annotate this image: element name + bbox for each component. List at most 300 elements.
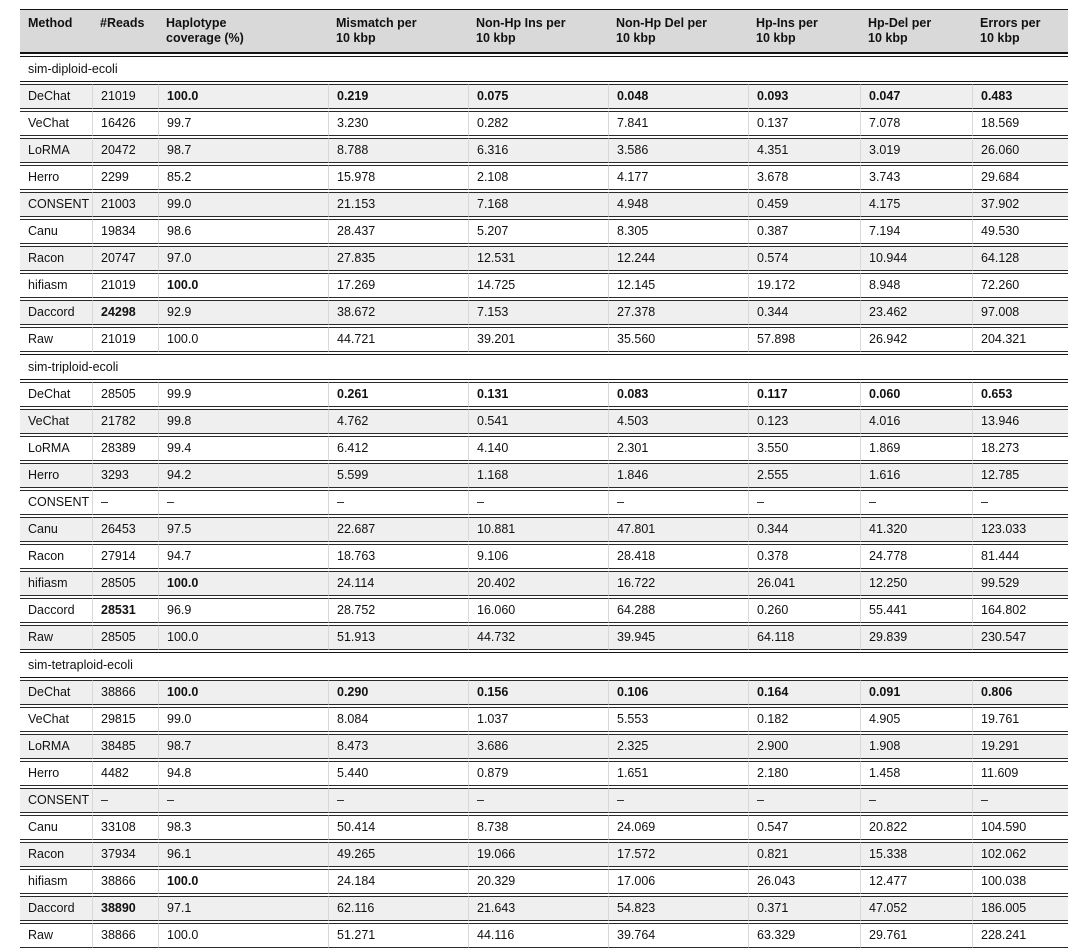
column-header-line1: Errors per <box>980 16 1041 30</box>
cell-value: 0.483 <box>972 84 1068 109</box>
column-header-line1: Hp-Ins per <box>756 16 818 30</box>
cell-value: 29.684 <box>972 165 1068 190</box>
cell-method: LoRMA <box>20 734 92 759</box>
cell-value: 17.269 <box>328 273 468 298</box>
cell-value: 28.418 <box>608 544 748 569</box>
cell-value: 20472 <box>92 138 158 163</box>
cell-value: 20.822 <box>860 815 972 840</box>
cell-value: 100.0 <box>158 327 328 352</box>
section-header-row <box>20 354 1068 380</box>
cell-value: 15.978 <box>328 165 468 190</box>
cell-value: 0.047 <box>860 84 972 109</box>
cell-value: 16426 <box>92 111 158 136</box>
cell-value: 21.153 <box>328 192 468 217</box>
cell-method: LoRMA <box>20 436 92 461</box>
table-header <box>20 9 1068 54</box>
cell-value: 186.005 <box>972 896 1068 921</box>
table-row <box>20 815 1068 840</box>
cell-method: LoRMA <box>20 138 92 163</box>
cell-value: 21019 <box>92 327 158 352</box>
cell-value: 44.732 <box>468 625 608 650</box>
cell-value: 0.182 <box>748 707 860 732</box>
cell-value: 38.672 <box>328 300 468 325</box>
cell-value: 7.078 <box>860 111 972 136</box>
cell-value: 4.016 <box>860 409 972 434</box>
table-row <box>20 734 1068 759</box>
column-header-line2: coverage (%) <box>166 31 244 45</box>
cell-value: – <box>748 788 860 813</box>
cell-value: 0.106 <box>608 680 748 705</box>
cell-value: 5.553 <box>608 707 748 732</box>
cell-method: CONSENT <box>20 788 92 813</box>
section-label: sim-diploid-ecoli <box>20 56 1068 82</box>
cell-method: hifiasm <box>20 869 92 894</box>
column-header <box>860 9 972 54</box>
cell-value: 81.444 <box>972 544 1068 569</box>
cell-value: 97.008 <box>972 300 1068 325</box>
cell-value: 62.116 <box>328 896 468 921</box>
cell-value: 3.678 <box>748 165 860 190</box>
cell-value: 26.942 <box>860 327 972 352</box>
cell-value: 28505 <box>92 382 158 407</box>
cell-value: 4.351 <box>748 138 860 163</box>
table-row <box>20 463 1068 488</box>
cell-value: 8.473 <box>328 734 468 759</box>
cell-value: 3.586 <box>608 138 748 163</box>
cell-value: 3.743 <box>860 165 972 190</box>
cell-value: 0.048 <box>608 84 748 109</box>
cell-value: 98.6 <box>158 219 328 244</box>
column-header <box>158 9 328 54</box>
cell-value: – <box>328 788 468 813</box>
column-header <box>972 9 1068 54</box>
cell-value: 1.037 <box>468 707 608 732</box>
column-header <box>608 9 748 54</box>
cell-value: – <box>468 788 608 813</box>
cell-value: 99.8 <box>158 409 328 434</box>
cell-value: 0.653 <box>972 382 1068 407</box>
table-row <box>20 680 1068 705</box>
cell-value: 99.9 <box>158 382 328 407</box>
cell-value: 4.762 <box>328 409 468 434</box>
cell-value: 0.806 <box>972 680 1068 705</box>
cell-value: 0.821 <box>748 842 860 867</box>
cell-value: 5.440 <box>328 761 468 786</box>
table-row <box>20 246 1068 271</box>
cell-value: 64.288 <box>608 598 748 623</box>
cell-value: 28.437 <box>328 219 468 244</box>
cell-value: – <box>972 788 1068 813</box>
cell-value: 17.006 <box>608 869 748 894</box>
cell-value: 7.841 <box>608 111 748 136</box>
cell-value: 12.785 <box>972 463 1068 488</box>
cell-method: Herro <box>20 463 92 488</box>
cell-value: 0.117 <box>748 382 860 407</box>
cell-value: 47.801 <box>608 517 748 542</box>
table-row <box>20 436 1068 461</box>
table-row <box>20 300 1068 325</box>
cell-value: 5.599 <box>328 463 468 488</box>
cell-value: 41.320 <box>860 517 972 542</box>
cell-value: 0.371 <box>748 896 860 921</box>
cell-value: 18.763 <box>328 544 468 569</box>
cell-value: 26.060 <box>972 138 1068 163</box>
cell-method: DeChat <box>20 84 92 109</box>
column-header <box>748 9 860 54</box>
cell-value: 20.402 <box>468 571 608 596</box>
cell-value: 49.530 <box>972 219 1068 244</box>
cell-value: 28389 <box>92 436 158 461</box>
cell-value: 21782 <box>92 409 158 434</box>
cell-value: 0.879 <box>468 761 608 786</box>
cell-value: 27.835 <box>328 246 468 271</box>
cell-value: 100.0 <box>158 84 328 109</box>
table-row <box>20 138 1068 163</box>
cell-value: 21.643 <box>468 896 608 921</box>
cell-value: 6.412 <box>328 436 468 461</box>
column-header <box>20 9 92 54</box>
cell-value: 27.378 <box>608 300 748 325</box>
cell-value: 97.0 <box>158 246 328 271</box>
cell-value: 20747 <box>92 246 158 271</box>
cell-value: 3.019 <box>860 138 972 163</box>
cell-value: 100.038 <box>972 869 1068 894</box>
cell-value: 3.230 <box>328 111 468 136</box>
cell-value: 10.881 <box>468 517 608 542</box>
cell-value: 2.301 <box>608 436 748 461</box>
cell-value: 8.084 <box>328 707 468 732</box>
cell-value: 72.260 <box>972 273 1068 298</box>
cell-value: 37.902 <box>972 192 1068 217</box>
cell-method: DeChat <box>20 680 92 705</box>
cell-value: 24298 <box>92 300 158 325</box>
cell-value: 123.033 <box>972 517 1068 542</box>
cell-value: 39.945 <box>608 625 748 650</box>
cell-value: 29815 <box>92 707 158 732</box>
cell-value: 94.7 <box>158 544 328 569</box>
table-row <box>20 327 1068 352</box>
cell-value: 6.316 <box>468 138 608 163</box>
cell-value: – <box>92 490 158 515</box>
cell-value: 29.839 <box>860 625 972 650</box>
cell-method: CONSENT <box>20 490 92 515</box>
cell-value: – <box>608 490 748 515</box>
cell-value: 0.137 <box>748 111 860 136</box>
cell-value: 26453 <box>92 517 158 542</box>
cell-value: 1.458 <box>860 761 972 786</box>
cell-value: 22.687 <box>328 517 468 542</box>
cell-value: 2.900 <box>748 734 860 759</box>
cell-value: 16.060 <box>468 598 608 623</box>
cell-method: CONSENT <box>20 192 92 217</box>
cell-value: – <box>748 490 860 515</box>
cell-value: 92.9 <box>158 300 328 325</box>
cell-value: 0.378 <box>748 544 860 569</box>
cell-value: – <box>158 490 328 515</box>
cell-method: Racon <box>20 842 92 867</box>
cell-value: 18.273 <box>972 436 1068 461</box>
cell-value: 0.091 <box>860 680 972 705</box>
cell-value: 38866 <box>92 869 158 894</box>
cell-value: 0.131 <box>468 382 608 407</box>
cell-value: 47.052 <box>860 896 972 921</box>
cell-method: Raw <box>20 327 92 352</box>
cell-value: 0.261 <box>328 382 468 407</box>
cell-value: 29.761 <box>860 923 972 948</box>
cell-value: 44.721 <box>328 327 468 352</box>
cell-value: 4.948 <box>608 192 748 217</box>
cell-value: 24.778 <box>860 544 972 569</box>
cell-value: 19.291 <box>972 734 1068 759</box>
cell-value: 51.271 <box>328 923 468 948</box>
cell-method: Daccord <box>20 300 92 325</box>
cell-value: 0.260 <box>748 598 860 623</box>
section-header-row <box>20 652 1068 678</box>
cell-value: 12.145 <box>608 273 748 298</box>
cell-value: – <box>328 490 468 515</box>
cell-value: 230.547 <box>972 625 1068 650</box>
cell-value: 2.108 <box>468 165 608 190</box>
cell-value: 4482 <box>92 761 158 786</box>
cell-value: 12.477 <box>860 869 972 894</box>
cell-value: 1.616 <box>860 463 972 488</box>
cell-value: 7.153 <box>468 300 608 325</box>
cell-value: 5.207 <box>468 219 608 244</box>
cell-value: 0.282 <box>468 111 608 136</box>
column-header-line1: Non-Hp Ins per <box>476 16 566 30</box>
section-label: sim-triploid-ecoli <box>20 354 1068 380</box>
cell-value: 2.180 <box>748 761 860 786</box>
cell-method: Herro <box>20 761 92 786</box>
cell-value: 0.459 <box>748 192 860 217</box>
cell-value: 37934 <box>92 842 158 867</box>
cell-value: 39.764 <box>608 923 748 948</box>
cell-method: DeChat <box>20 382 92 407</box>
cell-value: 0.075 <box>468 84 608 109</box>
cell-method: Racon <box>20 246 92 271</box>
column-header-line1: #Reads <box>100 16 145 30</box>
cell-value: 21019 <box>92 273 158 298</box>
section-header-row <box>20 56 1068 82</box>
cell-value: 1.168 <box>468 463 608 488</box>
cell-value: 16.722 <box>608 571 748 596</box>
cell-value: 21019 <box>92 84 158 109</box>
table-row <box>20 382 1068 407</box>
column-header-line2: 10 kbp <box>616 31 656 45</box>
table-row <box>20 111 1068 136</box>
cell-value: 19.172 <box>748 273 860 298</box>
cell-value: 17.572 <box>608 842 748 867</box>
cell-value: 4.905 <box>860 707 972 732</box>
cell-value: 8.788 <box>328 138 468 163</box>
column-header <box>328 9 468 54</box>
cell-value: 18.569 <box>972 111 1068 136</box>
cell-value: 1.908 <box>860 734 972 759</box>
cell-value: 2.555 <box>748 463 860 488</box>
cell-value: 38890 <box>92 896 158 921</box>
cell-value: 204.321 <box>972 327 1068 352</box>
cell-value: 1.651 <box>608 761 748 786</box>
table-row <box>20 273 1068 298</box>
table-row <box>20 896 1068 921</box>
cell-value: 94.2 <box>158 463 328 488</box>
cell-value: 64.118 <box>748 625 860 650</box>
cell-value: 96.1 <box>158 842 328 867</box>
cell-value: – <box>972 490 1068 515</box>
cell-method: Canu <box>20 517 92 542</box>
cell-value: 19834 <box>92 219 158 244</box>
cell-value: 51.913 <box>328 625 468 650</box>
cell-value: 99.0 <box>158 192 328 217</box>
cell-value: 44.116 <box>468 923 608 948</box>
cell-value: 85.2 <box>158 165 328 190</box>
cell-method: Daccord <box>20 598 92 623</box>
cell-value: 228.241 <box>972 923 1068 948</box>
column-header-line1: Hp-Del per <box>868 16 932 30</box>
cell-value: – <box>608 788 748 813</box>
table-row <box>20 219 1068 244</box>
cell-method: Racon <box>20 544 92 569</box>
cell-method: hifiasm <box>20 273 92 298</box>
cell-value: 0.123 <box>748 409 860 434</box>
table-body <box>20 56 1068 948</box>
column-header <box>92 9 158 54</box>
cell-value: – <box>860 788 972 813</box>
table-row <box>20 165 1068 190</box>
cell-value: 98.7 <box>158 734 328 759</box>
cell-value: 7.194 <box>860 219 972 244</box>
cell-value: 100.0 <box>158 680 328 705</box>
cell-value: 100.0 <box>158 923 328 948</box>
cell-value: 0.547 <box>748 815 860 840</box>
cell-value: 27914 <box>92 544 158 569</box>
cell-value: 15.338 <box>860 842 972 867</box>
cell-value: 57.898 <box>748 327 860 352</box>
cell-value: 104.590 <box>972 815 1068 840</box>
cell-value: 23.462 <box>860 300 972 325</box>
cell-method: Herro <box>20 165 92 190</box>
column-header-line2: 10 kbp <box>476 31 516 45</box>
cell-value: – <box>468 490 608 515</box>
cell-value: 63.329 <box>748 923 860 948</box>
cell-method: Daccord <box>20 896 92 921</box>
cell-value: 38866 <box>92 923 158 948</box>
column-header-line2: 10 kbp <box>868 31 908 45</box>
cell-value: 102.062 <box>972 842 1068 867</box>
cell-value: 100.0 <box>158 869 328 894</box>
cell-value: 10.944 <box>860 246 972 271</box>
table-row <box>20 707 1068 732</box>
cell-value: 3293 <box>92 463 158 488</box>
cell-value: 11.609 <box>972 761 1068 786</box>
cell-value: 97.5 <box>158 517 328 542</box>
cell-value: 35.560 <box>608 327 748 352</box>
cell-value: 0.093 <box>748 84 860 109</box>
cell-value: 99.0 <box>158 707 328 732</box>
cell-value: 49.265 <box>328 842 468 867</box>
cell-value: 28505 <box>92 625 158 650</box>
cell-value: 1.869 <box>860 436 972 461</box>
cell-value: 12.244 <box>608 246 748 271</box>
cell-value: 28531 <box>92 598 158 623</box>
cell-value: 26.041 <box>748 571 860 596</box>
cell-value: 24.069 <box>608 815 748 840</box>
cell-value: 21003 <box>92 192 158 217</box>
column-header-line2: 10 kbp <box>336 31 376 45</box>
cell-value: – <box>860 490 972 515</box>
table-row <box>20 923 1068 948</box>
cell-value: 100.0 <box>158 625 328 650</box>
cell-value: 19.761 <box>972 707 1068 732</box>
table-row <box>20 788 1068 813</box>
cell-value: 4.175 <box>860 192 972 217</box>
cell-value: 4.140 <box>468 436 608 461</box>
column-header-line1: Non-Hp Del per <box>616 16 707 30</box>
cell-value: 39.201 <box>468 327 608 352</box>
cell-value: 98.7 <box>158 138 328 163</box>
cell-method: VeChat <box>20 707 92 732</box>
cell-value: 99.7 <box>158 111 328 136</box>
header-row <box>20 9 1068 54</box>
cell-value: 8.948 <box>860 273 972 298</box>
cell-value: 3.550 <box>748 436 860 461</box>
cell-value: 164.802 <box>972 598 1068 623</box>
cell-value: 0.219 <box>328 84 468 109</box>
column-header-line2: 10 kbp <box>980 31 1020 45</box>
table-row <box>20 490 1068 515</box>
cell-value: 54.823 <box>608 896 748 921</box>
cell-method: VeChat <box>20 409 92 434</box>
cell-value: 12.250 <box>860 571 972 596</box>
table-row <box>20 409 1068 434</box>
table-row <box>20 842 1068 867</box>
cell-value: 19.066 <box>468 842 608 867</box>
table-row <box>20 625 1068 650</box>
cell-value: 0.083 <box>608 382 748 407</box>
cell-value: 100.0 <box>158 273 328 298</box>
cell-value: 64.128 <box>972 246 1068 271</box>
cell-value: 100.0 <box>158 571 328 596</box>
cell-method: VeChat <box>20 111 92 136</box>
cell-value: – <box>158 788 328 813</box>
cell-value: 14.725 <box>468 273 608 298</box>
cell-value: 20.329 <box>468 869 608 894</box>
table-row <box>20 571 1068 596</box>
cell-value: 33108 <box>92 815 158 840</box>
column-header-line2: 10 kbp <box>756 31 796 45</box>
table-row <box>20 517 1068 542</box>
table-row <box>20 544 1068 569</box>
cell-value: 0.387 <box>748 219 860 244</box>
column-header-line1: Mismatch per <box>336 16 417 30</box>
cell-value: 1.846 <box>608 463 748 488</box>
cell-method: Raw <box>20 625 92 650</box>
cell-value: 8.738 <box>468 815 608 840</box>
cell-value: 0.164 <box>748 680 860 705</box>
section-label: sim-tetraploid-ecoli <box>20 652 1068 678</box>
cell-value: 0.344 <box>748 517 860 542</box>
cell-value: 99.4 <box>158 436 328 461</box>
cell-value: 0.344 <box>748 300 860 325</box>
cell-value: 4.177 <box>608 165 748 190</box>
cell-method: Canu <box>20 219 92 244</box>
cell-value: 26.043 <box>748 869 860 894</box>
cell-value: 9.106 <box>468 544 608 569</box>
cell-method: Raw <box>20 923 92 948</box>
cell-value: 94.8 <box>158 761 328 786</box>
results-table <box>20 7 1068 950</box>
cell-value: 99.529 <box>972 571 1068 596</box>
